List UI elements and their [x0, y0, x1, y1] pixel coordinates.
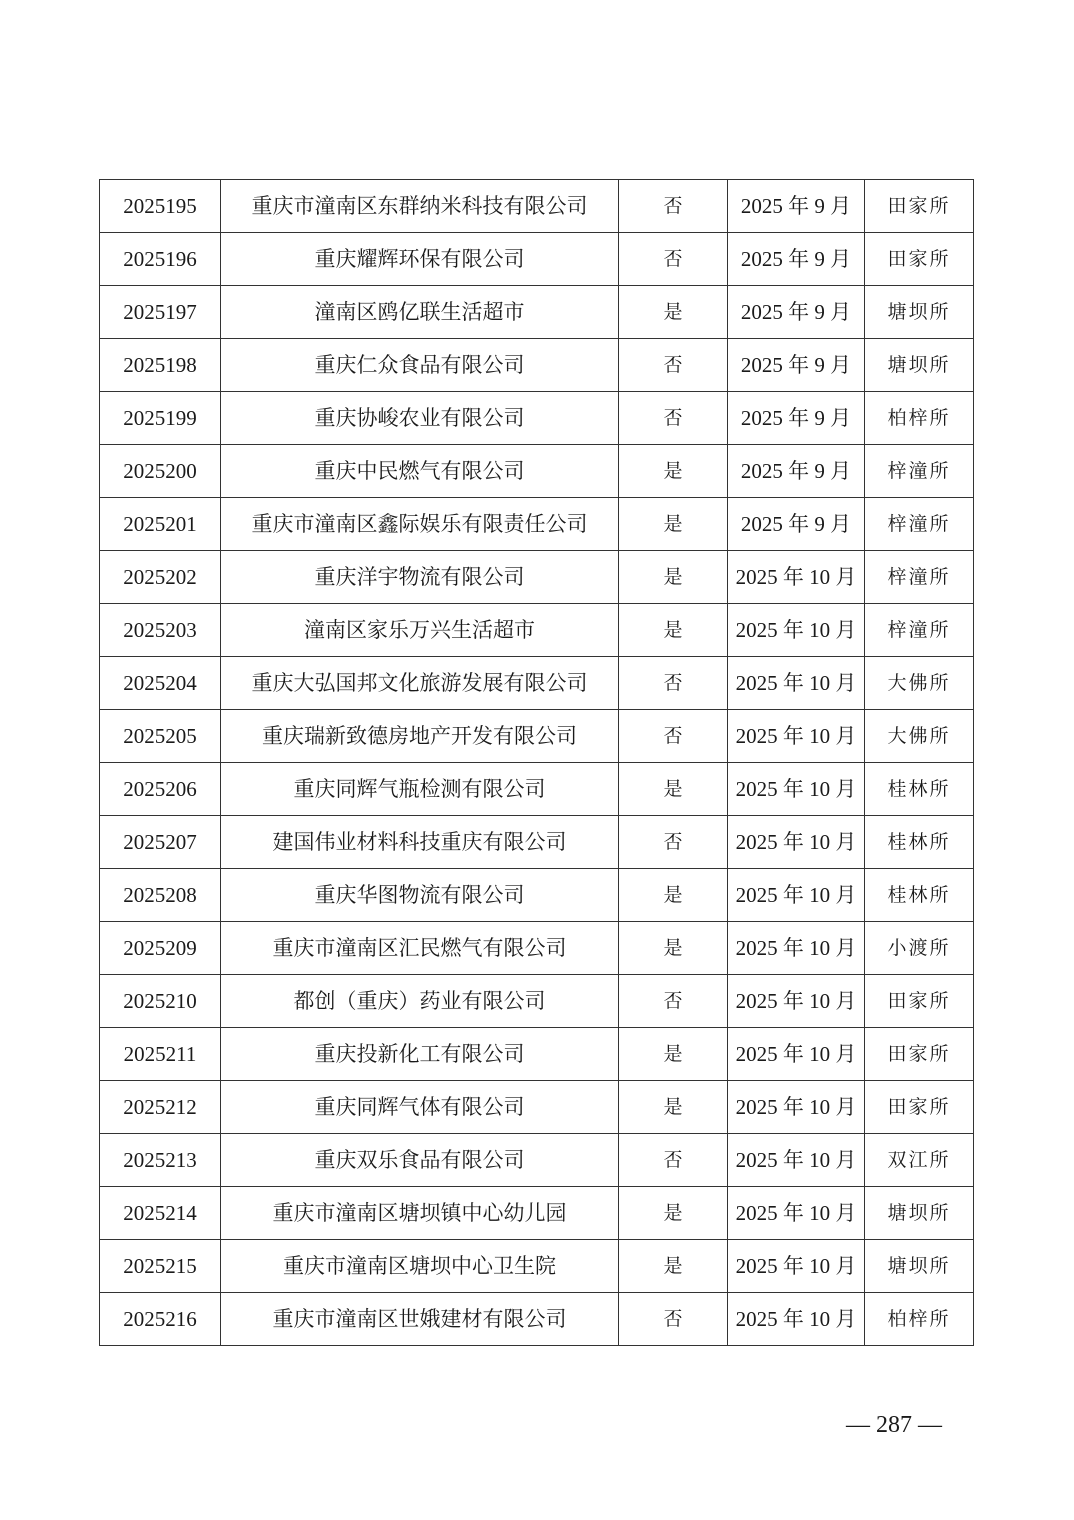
table-row	[100, 1187, 974, 1240]
record-id-cell: 2025213	[100, 1134, 221, 1187]
table-row	[100, 975, 974, 1028]
company-name-cell: 重庆投新化工有限公司	[221, 1028, 619, 1081]
company-name-cell: 重庆洋宇物流有限公司	[221, 551, 619, 604]
flag-cell: 否	[619, 339, 728, 392]
company-name-cell: 重庆瑞新致德房地产开发有限公司	[221, 710, 619, 763]
office-cell: 塘坝所	[865, 339, 974, 392]
office-cell: 桂林所	[865, 816, 974, 869]
table-row	[100, 551, 974, 604]
record-id-cell: 2025215	[100, 1240, 221, 1293]
date-cell: 2025 年 10 月	[728, 657, 865, 710]
company-name-cell: 重庆中民燃气有限公司	[221, 445, 619, 498]
company-name-cell: 重庆市潼南区汇民燃气有限公司	[221, 922, 619, 975]
date-cell: 2025 年 9 月	[728, 498, 865, 551]
date-cell: 2025 年 9 月	[728, 445, 865, 498]
table-row	[100, 392, 974, 445]
table-row	[100, 233, 974, 286]
record-id-cell: 2025205	[100, 710, 221, 763]
record-id-cell: 2025199	[100, 392, 221, 445]
date-cell: 2025 年 9 月	[728, 392, 865, 445]
record-id-cell: 2025195	[100, 180, 221, 233]
record-id-cell: 2025210	[100, 975, 221, 1028]
flag-cell: 是	[619, 286, 728, 339]
table-row	[100, 657, 974, 710]
flag-cell: 否	[619, 180, 728, 233]
company-name-cell: 重庆市潼南区世娥建材有限公司	[221, 1293, 619, 1346]
flag-cell: 是	[619, 1028, 728, 1081]
table-row	[100, 339, 974, 392]
date-cell: 2025 年 10 月	[728, 869, 865, 922]
page-number: — 287 —	[846, 1412, 942, 1438]
flag-cell: 否	[619, 816, 728, 869]
office-cell: 田家所	[865, 233, 974, 286]
table-row	[100, 763, 974, 816]
flag-cell: 否	[619, 710, 728, 763]
record-id-cell: 2025206	[100, 763, 221, 816]
record-id-cell: 2025204	[100, 657, 221, 710]
table-row	[100, 1028, 974, 1081]
company-name-cell: 潼南区鸥亿联生活超市	[221, 286, 619, 339]
date-cell: 2025 年 10 月	[728, 975, 865, 1028]
table-row	[100, 445, 974, 498]
record-id-cell: 2025203	[100, 604, 221, 657]
table-row	[100, 1293, 974, 1346]
company-name-cell: 重庆同辉气体有限公司	[221, 1081, 619, 1134]
company-name-cell: 重庆市潼南区塘坝镇中心幼儿园	[221, 1187, 619, 1240]
flag-cell: 否	[619, 1293, 728, 1346]
office-cell: 田家所	[865, 180, 974, 233]
company-name-cell: 重庆同辉气瓶检测有限公司	[221, 763, 619, 816]
table-row	[100, 1081, 974, 1134]
table-row	[100, 710, 974, 763]
flag-cell: 否	[619, 975, 728, 1028]
flag-cell: 是	[619, 445, 728, 498]
office-cell: 大佛所	[865, 710, 974, 763]
table-row	[100, 604, 974, 657]
date-cell: 2025 年 10 月	[728, 1240, 865, 1293]
company-name-cell: 重庆耀辉环保有限公司	[221, 233, 619, 286]
office-cell: 桂林所	[865, 763, 974, 816]
company-name-cell: 都创（重庆）药业有限公司	[221, 975, 619, 1028]
office-cell: 塘坝所	[865, 1187, 974, 1240]
date-cell: 2025 年 9 月	[728, 233, 865, 286]
company-name-cell: 建国伟业材料科技重庆有限公司	[221, 816, 619, 869]
office-cell: 梓潼所	[865, 445, 974, 498]
company-name-cell: 潼南区家乐万兴生活超市	[221, 604, 619, 657]
record-id-cell: 2025202	[100, 551, 221, 604]
company-name-cell: 重庆双乐食品有限公司	[221, 1134, 619, 1187]
flag-cell: 是	[619, 763, 728, 816]
records-table-body	[100, 180, 974, 1346]
company-name-cell: 重庆市潼南区鑫际娱乐有限责任公司	[221, 498, 619, 551]
office-cell: 田家所	[865, 1081, 974, 1134]
date-cell: 2025 年 9 月	[728, 180, 865, 233]
office-cell: 柏梓所	[865, 392, 974, 445]
flag-cell: 是	[619, 1081, 728, 1134]
table-row	[100, 869, 974, 922]
table-row	[100, 286, 974, 339]
record-id-cell: 2025211	[100, 1028, 221, 1081]
date-cell: 2025 年 9 月	[728, 339, 865, 392]
office-cell: 田家所	[865, 975, 974, 1028]
record-id-cell: 2025216	[100, 1293, 221, 1346]
date-cell: 2025 年 10 月	[728, 1081, 865, 1134]
record-id-cell: 2025200	[100, 445, 221, 498]
records-table	[99, 179, 974, 1346]
record-id-cell: 2025197	[100, 286, 221, 339]
record-id-cell: 2025196	[100, 233, 221, 286]
office-cell: 梓潼所	[865, 551, 974, 604]
record-id-cell: 2025207	[100, 816, 221, 869]
office-cell: 塘坝所	[865, 286, 974, 339]
record-id-cell: 2025208	[100, 869, 221, 922]
flag-cell: 是	[619, 922, 728, 975]
flag-cell: 是	[619, 604, 728, 657]
office-cell: 梓潼所	[865, 498, 974, 551]
office-cell: 双江所	[865, 1134, 974, 1187]
table-row	[100, 498, 974, 551]
date-cell: 2025 年 10 月	[728, 1028, 865, 1081]
flag-cell: 否	[619, 657, 728, 710]
flag-cell: 是	[619, 498, 728, 551]
company-name-cell: 重庆市潼南区塘坝中心卫生院	[221, 1240, 619, 1293]
office-cell: 田家所	[865, 1028, 974, 1081]
record-id-cell: 2025209	[100, 922, 221, 975]
flag-cell: 是	[619, 1240, 728, 1293]
company-name-cell: 重庆协峻农业有限公司	[221, 392, 619, 445]
flag-cell: 是	[619, 869, 728, 922]
date-cell: 2025 年 10 月	[728, 816, 865, 869]
date-cell: 2025 年 10 月	[728, 1134, 865, 1187]
date-cell: 2025 年 10 月	[728, 763, 865, 816]
date-cell: 2025 年 10 月	[728, 710, 865, 763]
flag-cell: 否	[619, 1134, 728, 1187]
office-cell: 柏梓所	[865, 1293, 974, 1346]
table-row	[100, 180, 974, 233]
company-name-cell: 重庆市潼南区东群纳米科技有限公司	[221, 180, 619, 233]
office-cell: 桂林所	[865, 869, 974, 922]
table-row	[100, 1134, 974, 1187]
office-cell: 大佛所	[865, 657, 974, 710]
date-cell: 2025 年 10 月	[728, 604, 865, 657]
flag-cell: 是	[619, 1187, 728, 1240]
table-row	[100, 1240, 974, 1293]
table-row	[100, 922, 974, 975]
flag-cell: 否	[619, 233, 728, 286]
record-id-cell: 2025201	[100, 498, 221, 551]
date-cell: 2025 年 10 月	[728, 1187, 865, 1240]
company-name-cell: 重庆仁众食品有限公司	[221, 339, 619, 392]
date-cell: 2025 年 10 月	[728, 922, 865, 975]
office-cell: 梓潼所	[865, 604, 974, 657]
flag-cell: 否	[619, 392, 728, 445]
flag-cell: 是	[619, 551, 728, 604]
record-id-cell: 2025198	[100, 339, 221, 392]
company-name-cell: 重庆大弘国邦文化旅游发展有限公司	[221, 657, 619, 710]
company-name-cell: 重庆华图物流有限公司	[221, 869, 619, 922]
date-cell: 2025 年 9 月	[728, 286, 865, 339]
table-row	[100, 816, 974, 869]
date-cell: 2025 年 10 月	[728, 1293, 865, 1346]
record-id-cell: 2025212	[100, 1081, 221, 1134]
office-cell: 小渡所	[865, 922, 974, 975]
date-cell: 2025 年 10 月	[728, 551, 865, 604]
record-id-cell: 2025214	[100, 1187, 221, 1240]
office-cell: 塘坝所	[865, 1240, 974, 1293]
